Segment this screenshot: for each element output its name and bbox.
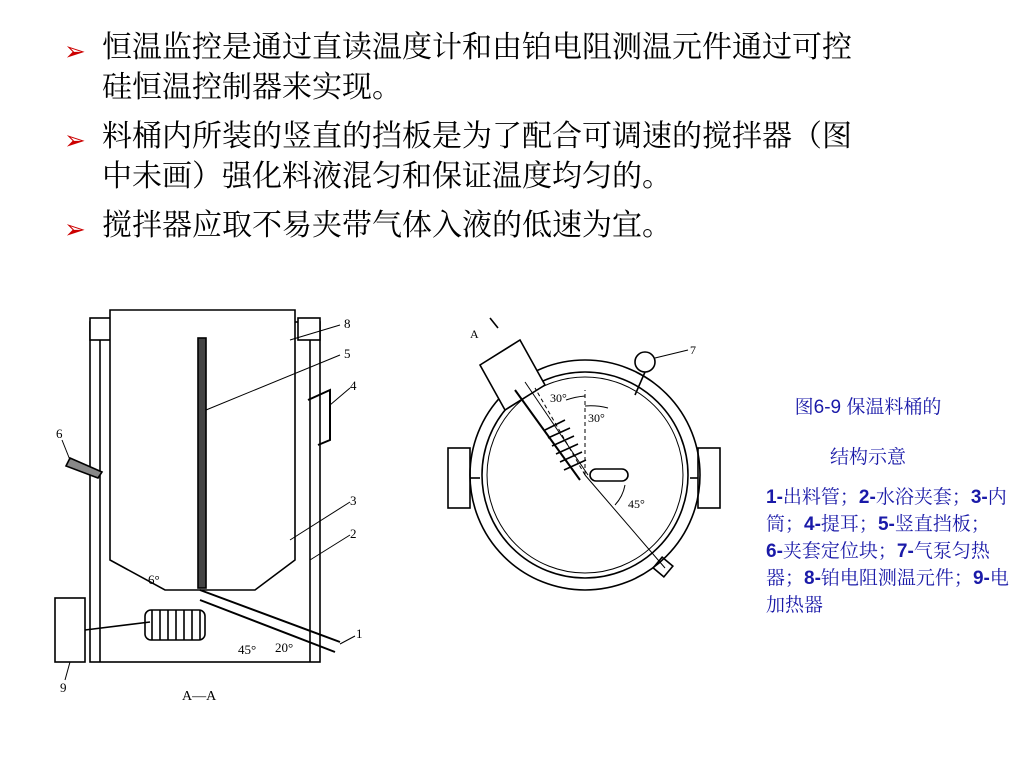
- angle-label: 20°: [275, 640, 294, 655]
- legend-text: 内筒；: [766, 487, 1007, 535]
- part-number-6: 8: [344, 316, 351, 331]
- part-number-9: 9: [60, 680, 67, 695]
- angle-label: 6°: [148, 572, 160, 587]
- legend-num: 1-: [766, 487, 783, 508]
- bullet-item-1: [62, 28, 982, 108]
- legend-text: 铂电阻测温元件；: [820, 568, 973, 589]
- legend-text: 出料管；: [782, 487, 859, 508]
- legend-text: 水浴夹套；: [875, 487, 971, 508]
- outlet-pipe: [200, 590, 340, 652]
- figure-caption: [748, 394, 1008, 619]
- air-pump: [635, 352, 655, 372]
- heater-box: [55, 598, 85, 662]
- vertical-baffle: [590, 469, 628, 481]
- legend-text: 夹套定位块；: [782, 541, 897, 562]
- lifting-lug: [698, 448, 720, 508]
- legend-text: 竖直挡板；: [894, 514, 990, 535]
- legend-text: 气泵匀热器；: [766, 541, 990, 589]
- part-number-8: 6: [56, 426, 63, 441]
- section-view-diagram: [40, 280, 380, 710]
- legend-num: 2-: [858, 487, 876, 508]
- arrow-bullet-icon: ➢: [64, 126, 86, 156]
- caption-subtitle: 结构示意: [829, 447, 906, 468]
- caption-title: 图6-9 保温料桶的: [794, 397, 942, 418]
- lifting-lug: [448, 448, 470, 508]
- bullet-text: 料桶内所装的竖直的挡板是为了配合可调速的搅拌器（图: [102, 119, 852, 154]
- legend-text: 电加热器: [766, 568, 1009, 616]
- bullet-list: [62, 28, 982, 255]
- part-number-2: 2: [350, 526, 357, 541]
- outlet-pipe: [480, 340, 545, 410]
- angle-label: 45°: [628, 497, 645, 511]
- bullet-item-2: [62, 117, 982, 197]
- part-number-3: 3: [350, 493, 357, 508]
- legend-num: 5-: [877, 514, 895, 535]
- part-number-5: 5: [344, 346, 351, 361]
- legend-num: 4-: [804, 514, 821, 535]
- thermometer: [66, 458, 102, 478]
- legend-text: 提耳；: [820, 514, 878, 535]
- caption-legend: [766, 484, 1011, 619]
- bullet-item-3: [62, 206, 982, 246]
- bullet-text: 恒温监控是通过直读温度计和由铂电阻测温元件通过可控: [102, 30, 852, 65]
- part-number-1: 1: [356, 626, 363, 641]
- angle-label: 30°: [588, 411, 605, 425]
- heating-coil: [145, 610, 205, 640]
- legend-num: 6-: [766, 541, 783, 562]
- section-label: A—A: [182, 689, 217, 704]
- part-number-4: 4: [350, 378, 357, 393]
- vertical-baffle: [198, 338, 206, 588]
- part-number-7: 7: [690, 343, 696, 357]
- lifting-lug: [308, 390, 330, 445]
- bullet-text: 硅恒温控制器来实现。: [102, 70, 402, 105]
- heating-coil: [545, 420, 586, 470]
- arrow-bullet-icon: ➢: [64, 37, 86, 67]
- legend-num: 7-: [896, 541, 914, 562]
- angle-label: 45°: [238, 642, 257, 657]
- legend-num: 9-: [972, 568, 990, 589]
- top-view-diagram: [440, 310, 730, 600]
- locating-block: [90, 318, 112, 340]
- bullet-text: 搅拌器应取不易夹带气体入液的低速为宜。: [102, 208, 672, 243]
- arrow-bullet-icon: ➢: [64, 215, 86, 245]
- legend-num: 8-: [804, 568, 821, 589]
- view-label: A: [470, 327, 479, 341]
- angle-label: 30°: [550, 391, 567, 405]
- legend-num: 3-: [970, 487, 988, 508]
- bullet-text: 中未画）强化料液混匀和保证温度均匀的。: [102, 159, 672, 194]
